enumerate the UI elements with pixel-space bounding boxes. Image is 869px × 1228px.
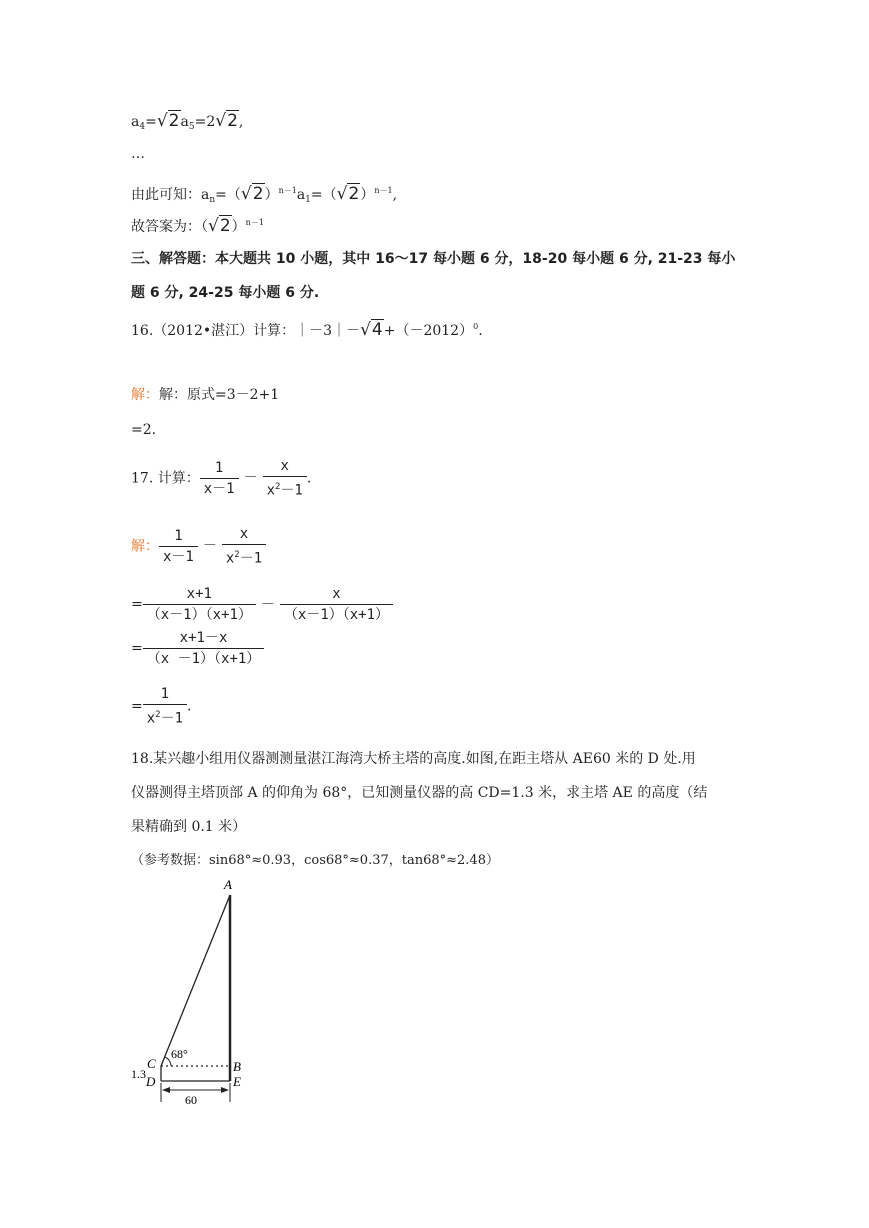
question-16: 16.（2012•湛江）计算：$|-3|-√4+(-2012)^0$. bbox=[131, 320, 483, 340]
answer-16-line2: =2. bbox=[131, 422, 157, 438]
question-18-line3: 果精确到 0.1 米） bbox=[131, 819, 247, 835]
answer-17-step1: = $\frac{x+1}{(x-1)(x+1)}$ － $\frac{x}{(x-1)(x+1)}$ bbox=[131, 584, 393, 625]
sqrt-symbol: √2 bbox=[336, 184, 360, 204]
sequence-values-line: $a_4=√2a_5=2√2$, bbox=[131, 111, 244, 132]
answer-16-line1: 解：解：原式=3－2+1 bbox=[131, 387, 280, 403]
label-A: A bbox=[224, 877, 232, 892]
answer-17-step2: = $\frac{x+1-x}{(x -1)(x+1)}$ bbox=[131, 628, 264, 669]
section-heading-line1: 三、解答题：本大题共 10 小题，其中 16～17 每小题 6 分，18-20 每小题 6 分, 21-23 每小 bbox=[131, 251, 736, 267]
line-CA bbox=[161, 895, 230, 1066]
reference-data: （参考数据：sin68°≈0.93，cos68°≈0.37，tan68°≈2.48） bbox=[131, 853, 499, 868]
label-B: B bbox=[233, 1059, 241, 1074]
angle-label: 68° bbox=[171, 1047, 188, 1061]
general-formula-line: 由此可知：$a_n=(√2)^{n-1}a_1=(√2)^{n-1}$, bbox=[131, 184, 398, 205]
answer-17-step0: 解： $\frac{1}{x-1}$ － $\frac{x}{x^2-1}$ bbox=[131, 524, 266, 569]
label-E: E bbox=[233, 1074, 241, 1089]
fraction: $\frac{x+1-x}{(x -1)(x+1)}$ bbox=[143, 628, 265, 669]
section-heading-line2: 题 6 分, 24-25 每小题 6 分. bbox=[131, 285, 320, 301]
question-17: 17. 计算： $\frac{1}{x-1}$ － $\frac{x}{x^2-1}$ . bbox=[131, 458, 312, 499]
fraction: $\frac{x}{(x-1)(x+1)}$ bbox=[280, 584, 393, 625]
question-18-line1: 18.某兴趣小组用仪器测测量湛江海湾大桥主塔的高度.如图,在距主塔从 AE60 米的 D 处.用 bbox=[131, 751, 696, 767]
answer-label: 解： bbox=[131, 538, 159, 555]
answer-line: 故答案为：$(√2)^{n-1}$ bbox=[131, 216, 264, 236]
height-label: 1.3 bbox=[131, 1067, 146, 1081]
dimension-arrow-right bbox=[221, 1087, 229, 1093]
sqrt-symbol: √2 bbox=[208, 216, 231, 236]
fraction: $\frac{x}{x^2-1}$ bbox=[222, 524, 266, 569]
fraction: $\frac{1}{x^2-1}$ bbox=[143, 684, 187, 729]
question-18-line2: 仪器测得主塔顶部 A 的仰角为 68°，已知测量仪器的高 CD=1.3 米，求主塔 AE 的高度（结 bbox=[131, 785, 708, 801]
answer-label: 解： bbox=[131, 387, 159, 403]
ellipsis-line: … bbox=[131, 146, 145, 162]
fraction: $\frac{x+1}{(x-1)(x+1)}$ bbox=[143, 584, 256, 625]
sqrt-symbol: √4 bbox=[360, 320, 383, 340]
sqrt-symbol: √2 bbox=[215, 111, 238, 131]
fraction: $\frac{x}{x^2-1}$ bbox=[263, 456, 307, 501]
dimension-arrow-left bbox=[162, 1087, 170, 1093]
answer-17-step3: = $\frac{1}{x^2-1}$ . bbox=[131, 686, 192, 727]
label-D: D bbox=[146, 1074, 156, 1089]
label-C: C bbox=[147, 1056, 156, 1071]
fraction: $\frac{1}{x-1}$ bbox=[159, 526, 198, 567]
sqrt-symbol: √2 bbox=[156, 111, 180, 131]
sqrt-symbol: √2 bbox=[240, 184, 264, 204]
fraction: $\frac{1}{x-1}$ bbox=[200, 458, 239, 499]
base-label: 60 bbox=[185, 1093, 197, 1107]
